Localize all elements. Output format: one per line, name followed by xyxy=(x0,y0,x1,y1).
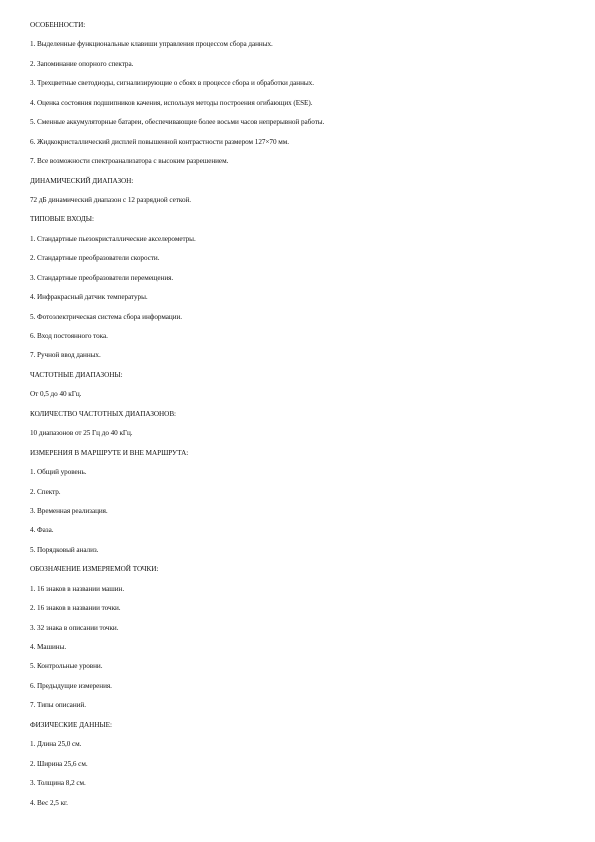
section-heading-physical-data: ФИЗИЧЕСКИЕ ДАННЫЕ: xyxy=(30,720,112,729)
input-item-2: 2. Стандартные преобразователи скорости. xyxy=(30,254,160,263)
physical-item-2: 2. Ширина 25,6 см. xyxy=(30,759,88,768)
section-heading-point-designation: ОБОЗНАЧЕНИЕ ИЗМЕРЯЕМОЙ ТОЧКИ: xyxy=(30,565,159,574)
feature-item-6: 6. Жидкокристаллический дисплей повышенной контрастности размером 127×70 мм. xyxy=(30,137,289,146)
feature-item-5: 5. Сменные аккумуляторные батареи, обеспечивающие более восьми часов непрерывной работы. xyxy=(30,118,325,127)
section-heading-frequency-range-count: КОЛИЧЕСТВО ЧАСТОТНЫХ ДИАПАЗОНОВ: xyxy=(30,409,177,418)
designation-item-2: 2. 16 знаков в названии точки. xyxy=(30,604,121,613)
feature-item-2: 2. Запоминание опорного спектра. xyxy=(30,59,134,68)
feature-item-7: 7. Все возможности спектроанализатора с высоким разрешением. xyxy=(30,157,229,166)
input-item-4: 4. Инфракрасный датчик температуры. xyxy=(30,293,148,302)
section-heading-frequency-ranges: ЧАСТОТНЫЕ ДИАПАЗОНЫ: xyxy=(30,370,123,379)
dynamic-range-text: 72 дБ динамический диапазон с 12 разрядной сеткой. xyxy=(30,195,192,204)
feature-item-3: 3. Трехцветные светодиоды, сигнализирующие о сбоях в процессе сбора и обработки данных. xyxy=(30,79,314,88)
input-item-3: 3. Стандартные преобразователи перемещения. xyxy=(30,273,174,282)
section-heading-measurements: ИЗМЕРЕНИЯ В МАРШРУТЕ И ВНЕ МАРШРУТА: xyxy=(30,448,189,457)
feature-item-1: 1. Выделенные функциональные клавиши управления процессом сбора данных. xyxy=(30,40,273,49)
input-item-6: 6. Вход постоянного тока. xyxy=(30,332,108,340)
section-heading-features: ОСОБЕННОСТИ: xyxy=(30,21,86,29)
feature-item-4: 4. Оценка состояния подшипников качения, используя методы построения огибающих (ESE). xyxy=(30,98,313,107)
measurement-item-2: 2. Спектр. xyxy=(30,487,61,496)
physical-item-4: 4. Вес 2,5 кг. xyxy=(30,798,68,807)
measurement-item-4: 4. Фаза. xyxy=(30,526,54,535)
designation-item-5: 5. Контрольные уровни. xyxy=(30,662,103,671)
measurement-item-5: 5. Порядковый анализ. xyxy=(30,545,99,554)
physical-item-3: 3. Толщина 8,2 см. xyxy=(30,779,86,788)
designation-item-7: 7. Типы описаний. xyxy=(30,701,86,710)
section-heading-inputs: ТИПОВЫЕ ВХОДЫ: xyxy=(30,215,94,224)
section-heading-dynamic-range: ДИНАМИЧЕСКИЙ ДИАПАЗОН: xyxy=(30,176,134,185)
input-item-5: 5. Фотоэлектрическая система сбора информации. xyxy=(30,312,183,321)
designation-item-1: 1. 16 знаков в названии машин. xyxy=(30,584,125,593)
designation-item-4: 4. Машины. xyxy=(30,643,67,651)
measurement-item-1: 1. Общий уровень. xyxy=(30,468,87,477)
input-item-7: 7. Ручной ввод данных. xyxy=(30,351,101,360)
frequency-range-count-text: 10 диапазонов от 25 Гц до 40 кГц. xyxy=(30,429,133,438)
measurement-item-3: 3. Временная реализация. xyxy=(30,506,108,515)
input-item-1: 1. Стандартные пьезокристаллические акселерометры. xyxy=(30,234,196,243)
physical-item-1: 1. Длина 25,0 см. xyxy=(30,740,82,749)
frequency-range-text: От 0,5 до 40 кГц. xyxy=(30,390,82,399)
designation-item-6: 6. Предыдущие измерения. xyxy=(30,681,112,690)
designation-item-3: 3. 32 знака в описании точки. xyxy=(30,623,119,632)
